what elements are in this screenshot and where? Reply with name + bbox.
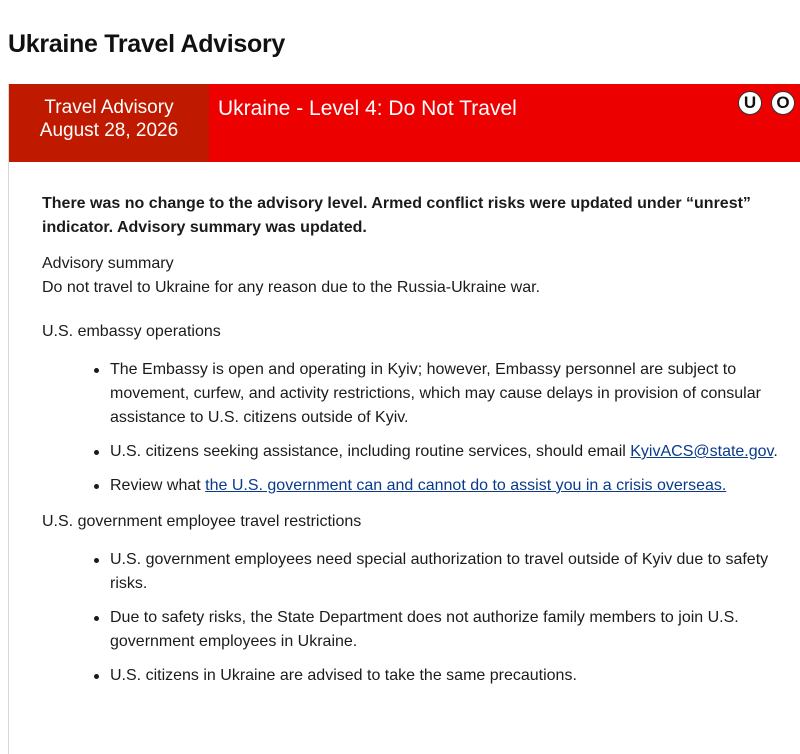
email-link[interactable]: KyivACS@state.gov <box>630 443 774 460</box>
page-title: Ukraine Travel Advisory <box>8 30 286 58</box>
list-item: U.S. citizens seeking assistance, including routine services, should email KyivACS@state.gov. <box>110 440 792 464</box>
list-item: The Embassy is open and operating in Kyiv; however, Embassy personnel are subject to movement, curfew, and activity restrictions, which may cause delays in provision of consular assistance to U.S. citizens outside of Kyiv. <box>110 358 792 430</box>
advisory-summary-section <box>42 252 792 300</box>
section-heading: U.S. government employee travel restrictions <box>42 513 362 530</box>
advisory-level: Ukraine - Level 4: Do Not Travel <box>218 97 517 120</box>
list-item: Due to safety risks, the State Department does not authorize family members to join U.S. government employees in Ukraine. <box>110 606 792 654</box>
advisory-content <box>42 192 792 698</box>
advisory-date: August 28, 2026 <box>39 120 179 141</box>
employee-restrictions-section <box>42 510 792 688</box>
crisis-assistance-link[interactable]: the U.S. government can and cannot do to assist you in a crisis overseas. <box>205 477 727 494</box>
advisory-banner <box>9 84 800 162</box>
list-item: Review what the U.S. government can and cannot do to assist you in a crisis overseas. <box>110 474 792 498</box>
other-indicator-badge[interactable]: O <box>771 91 795 115</box>
advisory-card <box>8 84 800 754</box>
update-note: There was no change to the advisory level. Armed conflict risks were updated under “unrest” indicator. Advisory summary was updated. <box>42 195 751 236</box>
section-heading: U.S. embassy operations <box>42 323 221 340</box>
restrictions-list <box>42 548 792 688</box>
advisory-date-block <box>9 84 209 162</box>
list-item: U.S. citizens in Ukraine are advised to take the same precautions. <box>110 664 792 688</box>
embassy-operations-section <box>42 320 792 498</box>
section-heading: Advisory summary <box>42 255 174 272</box>
unrest-indicator-badge[interactable]: U <box>738 91 762 115</box>
advisory-label: Travel Advisory <box>44 97 174 118</box>
summary-text: Do not travel to Ukraine for any reason due to the Russia-Ukraine war. <box>42 279 541 296</box>
embassy-list <box>42 358 792 498</box>
list-item: U.S. government employees need special authorization to travel outside of Kyiv due to safety risks. <box>110 548 792 596</box>
